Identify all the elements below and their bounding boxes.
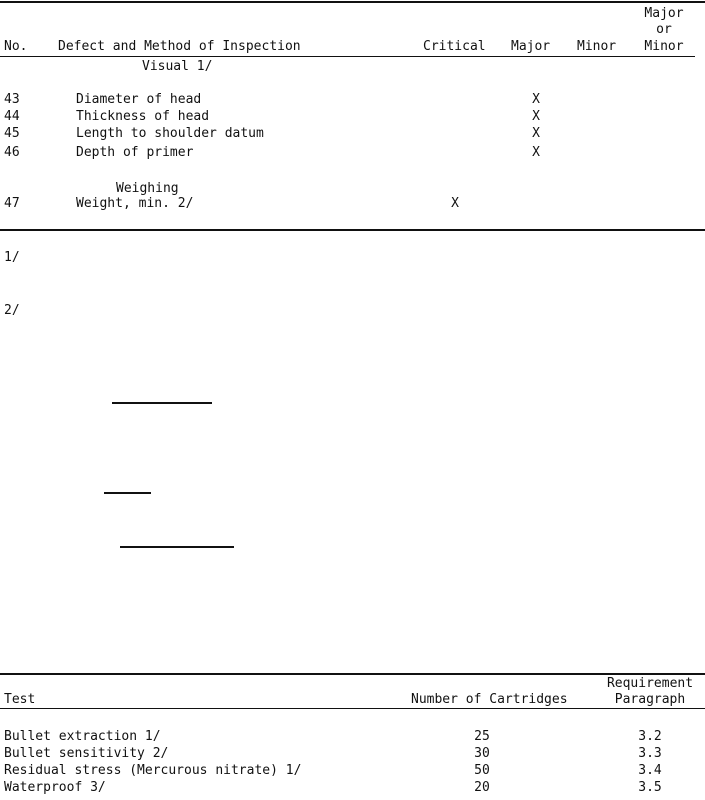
row-defect: Weight, min. 2/ <box>76 196 194 211</box>
header-no: No. <box>4 39 28 54</box>
test-name: Residual stress (Mercurous nitrate) 1/ <box>4 763 302 778</box>
table1-header-rule <box>0 56 695 57</box>
row-defect: Length to shoulder datum <box>76 126 264 141</box>
cartridge-count: 20 <box>474 780 490 795</box>
footnote-mark: 1/ <box>4 250 20 265</box>
header-major-or-minor-line1: Major <box>644 6 684 21</box>
test-name: Waterproof 3/ <box>4 780 106 795</box>
row-major: X <box>532 109 540 124</box>
row-defect: Thickness of head <box>76 109 210 124</box>
row-major: X <box>532 145 540 160</box>
cartridge-count: 25 <box>474 729 490 744</box>
header-cartridges: Number of Cartridges <box>411 692 568 707</box>
header-test: Test <box>4 692 36 707</box>
header-requirement-line2: Paragraph <box>614 692 686 707</box>
cartridge-count: 30 <box>474 746 490 761</box>
row-defect: Diameter of head <box>76 92 202 107</box>
row-no: 43 <box>4 92 20 107</box>
method-heading: Weighing <box>116 181 179 196</box>
row-defect: Depth of primer <box>76 145 194 160</box>
row-no: 44 <box>4 109 20 124</box>
header-major-or-minor-line3: Minor <box>644 39 684 54</box>
row-major: X <box>532 126 540 141</box>
test-name: Bullet extraction 1/ <box>4 729 161 744</box>
requirement-paragraph: 3.3 <box>638 746 662 761</box>
test-name: Bullet sensitivity 2/ <box>4 746 169 761</box>
header-minor: Minor <box>577 39 617 54</box>
table2-header-rule <box>0 708 705 709</box>
requirement-paragraph: 3.2 <box>638 729 662 744</box>
row-no: 47 <box>4 196 20 211</box>
method-heading: Visual 1/ <box>142 59 213 74</box>
row-major: X <box>532 92 540 107</box>
requirement-paragraph: 3.4 <box>638 763 662 778</box>
heading-underline <box>112 402 212 404</box>
header-major: Major <box>511 39 551 54</box>
row-no: 45 <box>4 126 20 141</box>
header-critical: Critical <box>423 39 486 54</box>
heading-underline <box>104 492 151 494</box>
row-no: 46 <box>4 145 20 160</box>
header-major-or-minor-line2: or <box>656 22 672 37</box>
requirement-paragraph: 3.5 <box>638 780 662 795</box>
table1-top-rule <box>0 1 705 3</box>
header-defect: Defect and Method of Inspection <box>58 39 301 54</box>
heading-underline <box>120 546 234 548</box>
row-critical: X <box>451 196 459 211</box>
cartridge-count: 50 <box>474 763 490 778</box>
table2-top-rule <box>0 673 705 675</box>
footnote-mark: 2/ <box>4 303 20 318</box>
table1-bottom-rule <box>0 229 705 231</box>
header-requirement-line1: Requirement <box>606 676 694 691</box>
